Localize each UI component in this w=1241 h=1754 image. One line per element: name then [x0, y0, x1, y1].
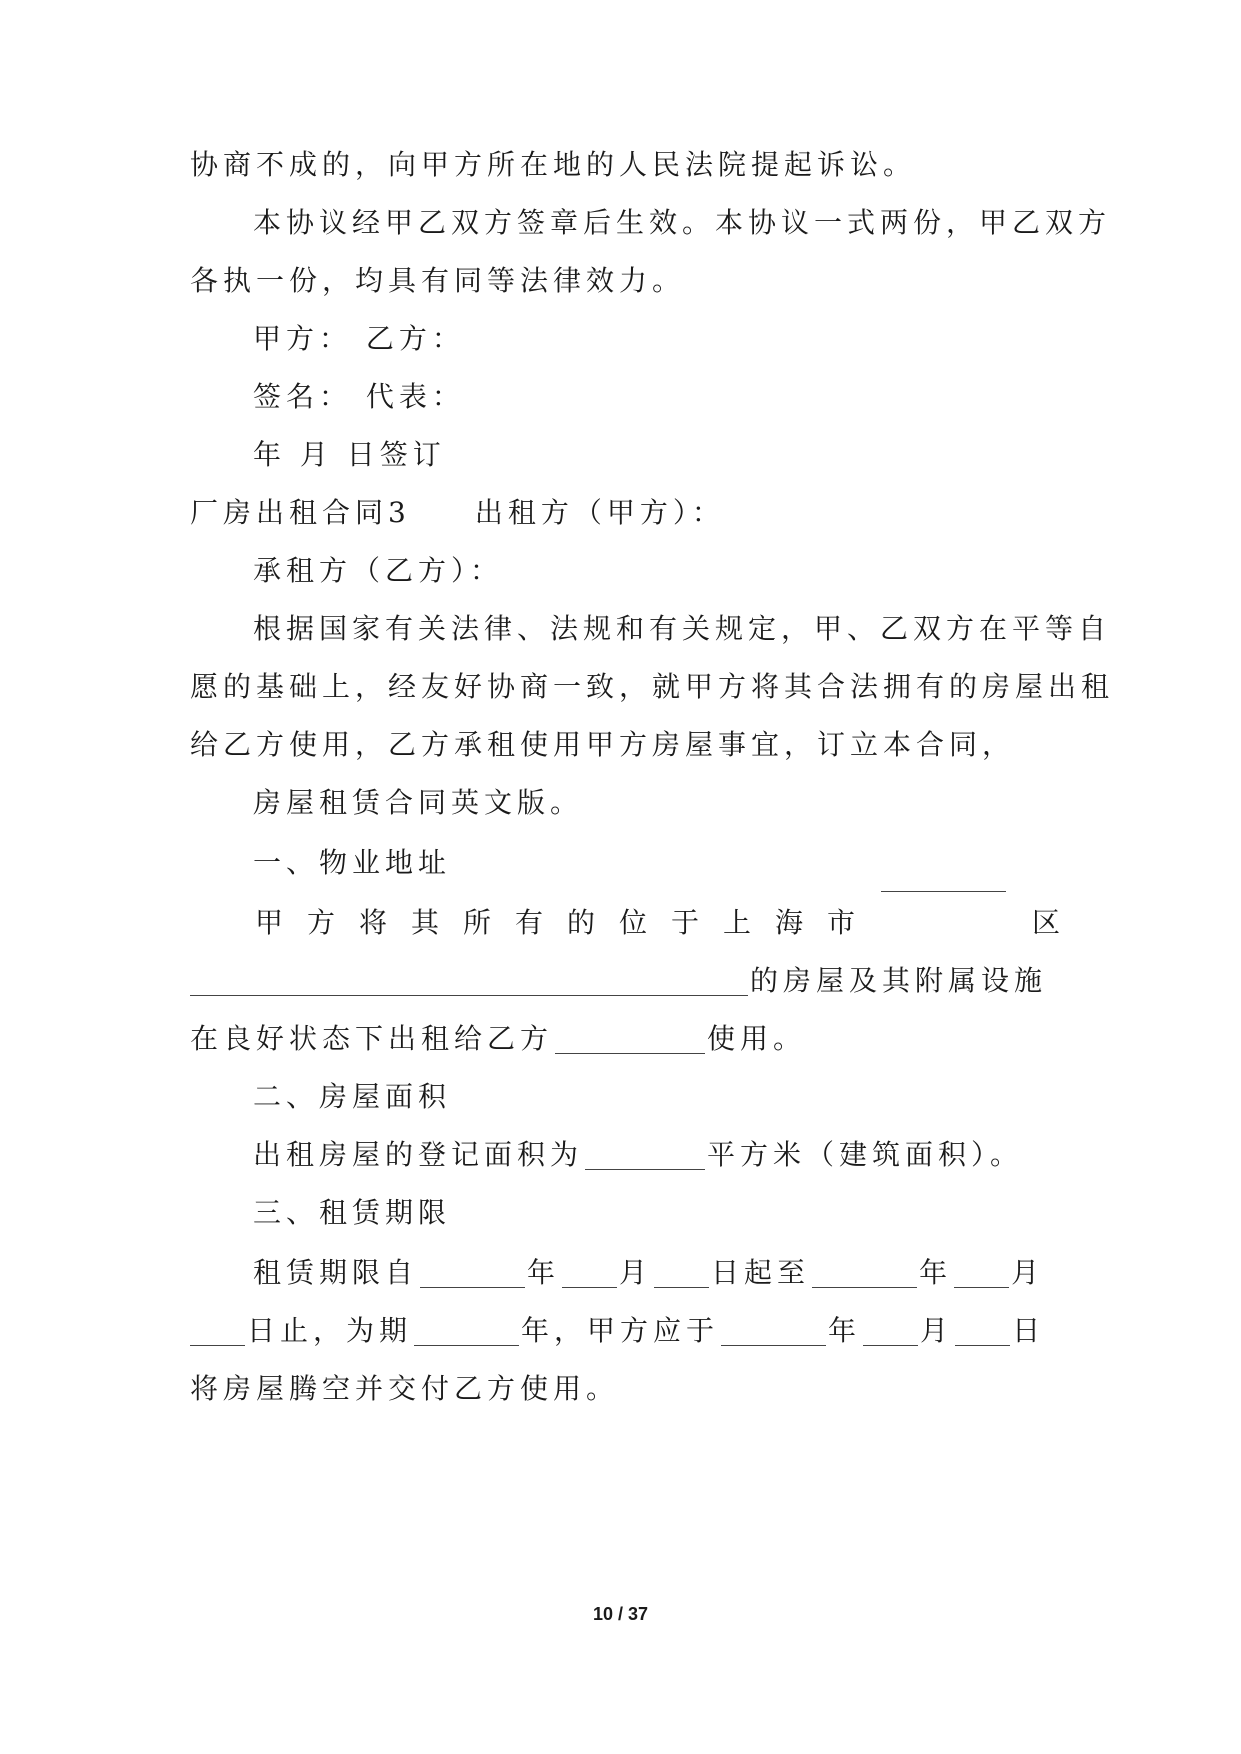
text-fragment: 月: [920, 1314, 954, 1347]
text-fragment: 月: [619, 1256, 653, 1289]
address-char: 位: [619, 906, 648, 939]
handover-year-blank[interactable]: [721, 1344, 826, 1346]
area-blank[interactable]: [585, 1168, 705, 1170]
signature-date-line: 年 月 日签订: [253, 438, 446, 471]
term-line-1: [253, 1240, 1123, 1306]
address-char: 有: [515, 906, 544, 939]
text-fragment: 日止，为期: [247, 1314, 413, 1347]
text-fragment: 年，甲方应于: [521, 1314, 720, 1347]
start-year-blank[interactable]: [420, 1286, 525, 1288]
text-line: 房屋租赁合同英文版。: [253, 786, 584, 819]
section-heading-area: 二、房屋面积: [253, 1080, 452, 1113]
text-fragment: 年: [828, 1314, 862, 1347]
district-blank[interactable]: [881, 890, 1006, 892]
address-char: 于: [671, 906, 700, 939]
start-month-blank[interactable]: [562, 1286, 617, 1288]
text-line: 本协议经甲乙双方签章后生效。本协议一式两份，甲乙双方: [253, 206, 1112, 239]
text-fragment: 年: [919, 1256, 953, 1289]
contract-title: 厂房出租合同3: [190, 496, 411, 529]
signature-party-line: 甲方： 乙方：: [253, 322, 465, 355]
term-years-blank[interactable]: [414, 1344, 519, 1346]
handover-day-blank[interactable]: [955, 1344, 1010, 1346]
text-fragment: 在良好状态下出租给乙方: [190, 1022, 554, 1055]
start-day-blank[interactable]: [654, 1286, 709, 1288]
text-fragment: 出租房屋的登记面积为: [253, 1138, 584, 1171]
text-line: 将房屋腾空并交付乙方使用。: [190, 1372, 620, 1405]
text-fragment: 使用。: [707, 1022, 807, 1055]
section-heading-term: 三、租赁期限: [253, 1196, 452, 1229]
address-char: 市: [827, 906, 856, 939]
text-fragment: 的房屋及其附属设施: [750, 964, 1048, 997]
address-char: 所: [463, 906, 492, 939]
address-char: 甲: [255, 906, 284, 939]
text-line: 根据国家有关法律、法规和有关规定，甲、乙双方在平等自: [253, 612, 1112, 645]
page-number: 10 / 37: [592, 1604, 649, 1624]
address-char: 将: [359, 906, 388, 939]
text-line: 给乙方使用，乙方承租使用甲方房屋事宜，订立本合同，: [190, 728, 1016, 761]
end-month-blank[interactable]: [954, 1286, 1009, 1288]
use-purpose-blank[interactable]: [555, 1052, 705, 1054]
end-day-blank[interactable]: [190, 1344, 245, 1346]
address-char: 的: [567, 906, 596, 939]
section-heading-address: 一、物业地址: [253, 846, 452, 879]
handover-month-blank[interactable]: [863, 1344, 918, 1346]
text-line: 愿的基础上，经友好协商一致，就甲方将其合法拥有的房屋出租: [190, 670, 1115, 703]
text-line: 各执一份，均具有同等法律效力。: [190, 264, 686, 297]
address-blank[interactable]: [190, 994, 748, 996]
text-line: 协商不成的，向甲方所在地的人民法院提起诉讼。: [190, 148, 917, 181]
area-line: [253, 1122, 1123, 1188]
address-char: 上: [723, 906, 752, 939]
text-fragment: 月: [1011, 1256, 1045, 1289]
address-char: 海: [775, 906, 804, 939]
end-year-blank[interactable]: [812, 1286, 917, 1288]
lessee-label: 承租方（乙方）：: [253, 554, 504, 587]
address-char: 方: [307, 906, 336, 939]
term-line-2: [190, 1298, 1060, 1364]
text-fragment: 租赁期限自: [253, 1256, 419, 1289]
district-label: 区: [1031, 906, 1060, 939]
text-fragment: 年: [527, 1256, 561, 1289]
address-char: 其: [411, 906, 440, 939]
address-line-2: [190, 948, 1060, 1014]
contract-title-line: [190, 480, 1060, 546]
text-fragment: 平方米（建筑面积）。: [707, 1138, 1024, 1171]
address-line-3: [190, 1006, 1060, 1072]
address-line-1: [255, 890, 1060, 956]
signature-name-line: 签名： 代表：: [253, 380, 465, 413]
lessor-label: 出租方（甲方）：: [474, 496, 725, 529]
text-fragment: 日起至: [711, 1256, 811, 1289]
text-fragment: 日: [1012, 1314, 1046, 1347]
